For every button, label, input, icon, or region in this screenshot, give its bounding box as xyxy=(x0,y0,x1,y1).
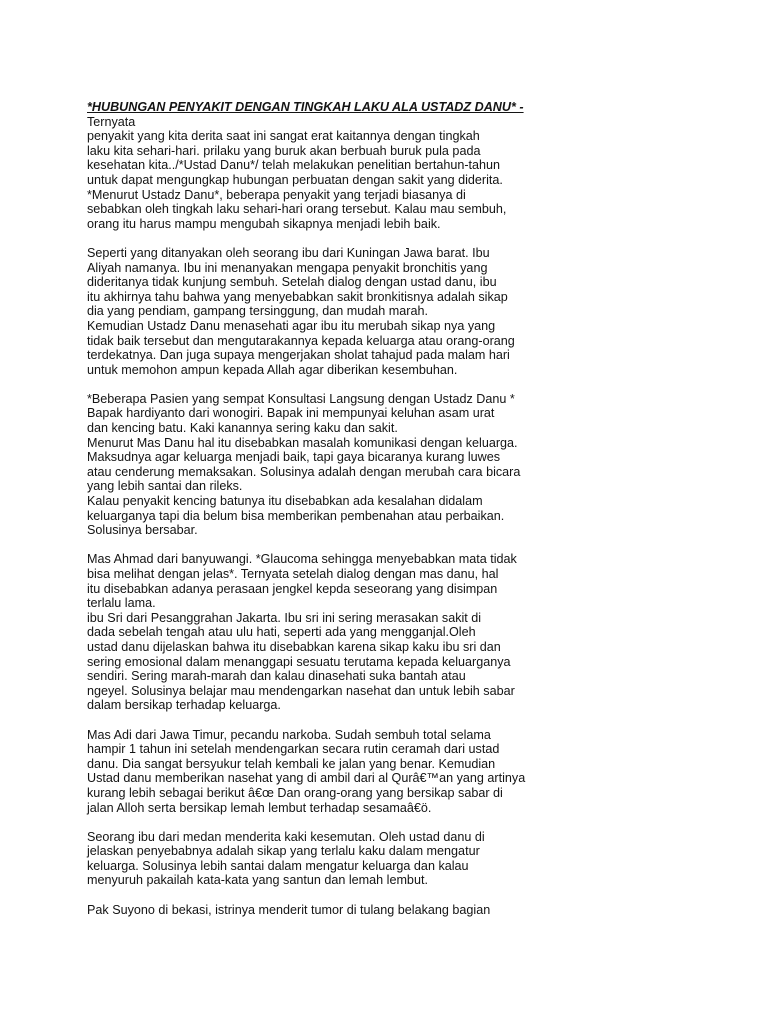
text-line: sering emosional dalam menanggapi sesuatu terutama kepada keluarganya xyxy=(87,654,511,669)
text-line: laku kita sehari-hari. prilaku yang buruk akan berbuah buruk pula pada xyxy=(87,143,481,158)
text-line: Solusinya bersabar. xyxy=(87,523,198,538)
text-line: Mas Ahmad dari banyuwangi. *Glaucoma sehingga menyebabkan mata tidak xyxy=(87,552,517,567)
text-line: kesehatan kita../*Ustad Danu*/ telah melakukan penelitian bertahun-tahun xyxy=(87,158,501,173)
text-line: Menurut Mas Danu hal itu disebabkan masalah komunikasi dengan keluarga. xyxy=(87,435,518,450)
text-line: dia yang pendiam, gampang tersinggung, dan mudah marah. xyxy=(87,304,428,319)
document-title-line xyxy=(87,100,747,115)
text-line: untuk memohon ampun kepada Allah agar diberikan kesembuhan. xyxy=(87,362,458,377)
text-line: tidak baik tersebut dan mengutarakannya kepada keluarga atau orang-orang xyxy=(87,333,515,348)
text-line: ibu Sri dari Pesanggrahan Jakarta. Ibu sri ini sering merasakan sakit di xyxy=(87,610,482,625)
text-line: kurang lebih sebagai berikut â€œ Dan orang-orang yang bersikap sabar di xyxy=(87,785,503,800)
paragraph xyxy=(87,830,747,888)
paragraph xyxy=(87,552,747,713)
text-line: Mas Adi dari Jawa Timur, pecandu narkoba. Sudah sembuh total selama xyxy=(87,727,491,742)
text-line: orang itu harus mampu mengubah sikapnya menjadi lebih baik. xyxy=(87,216,441,231)
text-line: menyuruh pakailah kata-kata yang santun dan lemah lembut. xyxy=(87,873,428,888)
text-line: terdekatnya. Dan juga supaya mengerjakan sholat tahajud pada malam hari xyxy=(87,348,510,363)
paragraph xyxy=(87,392,747,538)
text-line: untuk dapat mengungkap hubungan perbuatan dengan sakit yang diderita. xyxy=(87,172,503,187)
text-line: Ustad danu memberikan nasehat yang di ambil dari al Qurâ€™an yang artinya xyxy=(87,771,526,786)
text-line: ngeyel. Solusinya belajar mau mendengarkan nasehat dan untuk lebih sabar xyxy=(87,683,515,698)
text-line: Bapak hardiyanto dari wonogiri. Bapak ini mempunyai keluhan asam urat xyxy=(87,406,495,421)
document-body xyxy=(87,115,747,918)
text-line: atau cenderung memaksakan. Solusinya adalah dengan merubah cara bicara xyxy=(87,464,521,479)
paragraph xyxy=(87,115,747,232)
text-line: Pak Suyono di bekasi, istrinya menderit tumor di tulang belakang bagian xyxy=(87,902,491,917)
document-title: *HUBUNGAN PENYAKIT DENGAN TINGKAH LAKU ALA USTADZ DANU* - xyxy=(87,100,524,114)
text-line: Kemudian Ustadz Danu menasehati agar ibu itu merubah sikap nya yang xyxy=(87,318,496,333)
text-line: bisa melihat dengan jelas*. Ternyata setelah dialog dengan mas danu, hal xyxy=(87,567,499,581)
text-line: *Menurut Ustadz Danu*, beberapa penyakit yang terjadi biasanya di xyxy=(87,187,466,202)
text-line: hampir 1 tahun ini setelah mendengarkan secara rutin ceramah dari ustad xyxy=(87,742,500,757)
text-line: dideritanya tidak kunjung sembuh. Setelah dialog dengan ustad danu, ibu xyxy=(87,275,497,290)
text-line: *Beberapa Pasien yang sempat Konsultasi Langsung dengan Ustadz Danu * xyxy=(87,391,515,406)
text-line: danu. Dia sangat bersyukur telah kembali ke jalan yang benar. Kemudian xyxy=(87,756,496,771)
text-line: jalan Alloh serta bersikap lemah lembut terhadap sesamaâ€ö. xyxy=(87,800,432,815)
text-line: sebabkan oleh tingkah laku sehari-hari orang tersebut. Kalau mau sembuh, xyxy=(87,202,507,217)
text-line: jelaskan penyebabnya adalah sikap yang terlalu kaku dalam mengatur xyxy=(87,844,480,859)
paragraph xyxy=(87,246,747,377)
text-line: Ternyata xyxy=(87,114,136,129)
paragraph xyxy=(87,728,747,816)
text-line: terlalu lama. xyxy=(87,596,156,611)
text-line: keluarganya tapi dia belum bisa memberikan pembenahan atau perbaikan. xyxy=(87,508,505,523)
text-line: keluarga. Solusinya lebih santai dalam mengatur keluarga dan kalau xyxy=(87,858,469,873)
text-line: Maksudnya agar keluarga menjadi baik, tapi gaya bicaranya kurang luwes xyxy=(87,450,501,465)
text-line: yang lebih santai dan rileks. xyxy=(87,479,243,494)
document-page xyxy=(87,100,747,932)
text-line: Kalau penyakit kencing batunya itu disebabkan ada kesalahan didalam xyxy=(87,494,483,509)
text-line: dalam bersikap terhadap keluarga. xyxy=(87,698,281,713)
text-line: sendiri. Sering marah-marah dan kalau dinasehati suka bantah atau xyxy=(87,669,466,684)
text-line: ustad danu dijelaskan bahwa itu disebabkan karena sikap kaku ibu sri dan xyxy=(87,639,501,654)
text-line: Seperti yang ditanyakan oleh seorang ibu dari Kuningan Jawa barat. Ibu xyxy=(87,245,490,260)
text-line: Seorang ibu dari medan menderita kaki kesemutan. Oleh ustad danu di xyxy=(87,829,485,844)
text-line: itu akhirnya tahu bahwa yang menyebabkan sakit bronkitisnya adalah sikap xyxy=(87,289,508,304)
text-line: dada sebelah tengah atau ulu hati, seperti ada yang mengganjal.Oleh xyxy=(87,625,476,640)
text-line: penyakit yang kita derita saat ini sangat erat kaitannya dengan tingkah xyxy=(87,129,480,144)
text-line: Aliyah namanya. Ibu ini menanyakan mengapa penyakit bronchitis yang xyxy=(87,260,488,275)
paragraph xyxy=(87,903,747,918)
text-line: dan kencing batu. Kaki kanannya sering kaku dan sakit. xyxy=(87,421,398,436)
text-line: itu disebabkan adanya perasaan jengkel kepda seseorang yang disimpan xyxy=(87,581,498,596)
